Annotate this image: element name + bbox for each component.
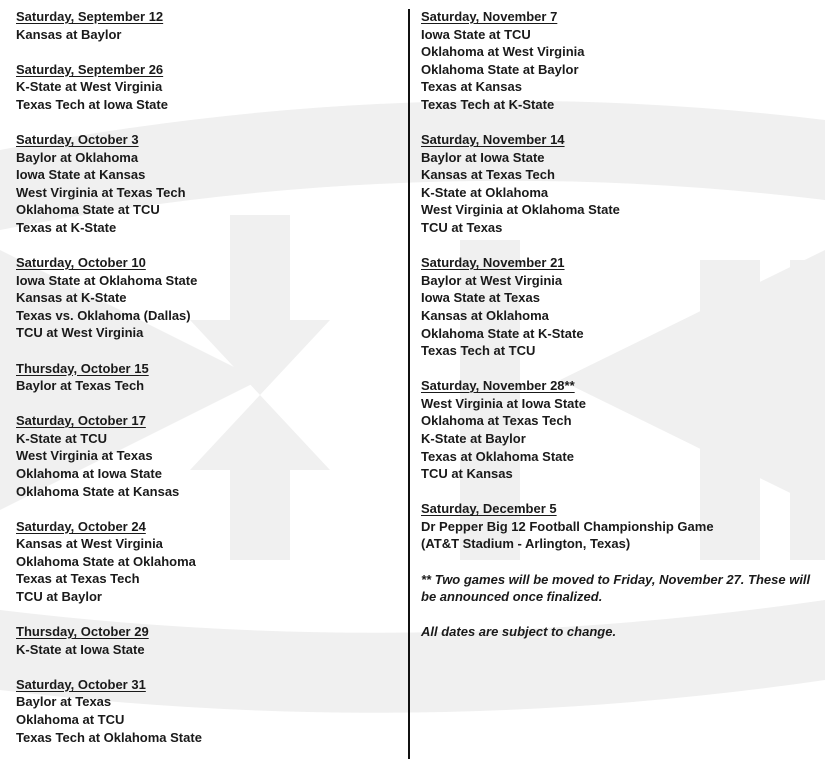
game-matchup: K-State at Baylor: [421, 430, 526, 446]
game-matchup: Texas at K-State: [16, 219, 117, 235]
game-matchup: Texas at Oklahoma State: [421, 448, 574, 464]
game-matchup: K-State at TCU: [16, 430, 108, 446]
game-matchup: Texas Tech at Oklahoma State: [16, 729, 202, 745]
game-matchup: Texas Tech at TCU: [421, 343, 536, 359]
schedule-day: [16, 412, 401, 500]
date-heading: Saturday, October 10: [16, 255, 146, 271]
game-matchup: Kansas at Oklahoma: [421, 307, 549, 323]
footnote: ** Two games will be moved to Friday, November 27. These will be announced once finalized.: [421, 571, 811, 605]
date-heading: Saturday, November 28**: [421, 378, 575, 394]
game-matchup: Iowa State at Texas: [421, 290, 540, 306]
game-matchup: K-State at Oklahoma: [421, 184, 549, 200]
date-heading: Saturday, September 26: [16, 61, 164, 77]
schedule-day: [16, 131, 401, 237]
game-matchup: Texas vs. Oklahoma (Dallas): [16, 307, 191, 323]
game-matchup: TCU at Kansas: [421, 466, 513, 482]
game-matchup: West Virginia at Texas Tech: [16, 184, 186, 200]
schedule-day: [16, 518, 401, 606]
game-matchup: TCU at Texas: [421, 220, 503, 236]
game-matchup: Oklahoma State at Oklahoma: [16, 553, 196, 569]
date-heading: Saturday, October 31: [16, 676, 146, 692]
game-matchup: Oklahoma State at TCU: [16, 202, 160, 218]
game-matchup: Baylor at Oklahoma: [16, 149, 139, 165]
date-heading: Saturday, November 21: [421, 255, 565, 271]
date-heading: Saturday, September 12: [16, 9, 164, 24]
right-schedule-days: [421, 8, 821, 553]
game-matchup: Baylor at Iowa State: [421, 149, 545, 165]
game-matchup: West Virginia at Iowa State: [421, 395, 586, 411]
date-heading: Thursday, October 29: [16, 624, 149, 640]
schedule-day: [16, 61, 401, 114]
game-matchup: Kansas at West Virginia: [16, 536, 163, 552]
date-heading: Saturday, November 7: [421, 9, 558, 24]
game-matchup: K-State at Iowa State: [16, 641, 145, 657]
date-heading: Thursday, October 15: [16, 360, 149, 376]
game-matchup: Oklahoma at Texas Tech: [421, 413, 572, 429]
game-matchup: Kansas at Texas Tech: [421, 167, 555, 183]
schedule-day: [421, 8, 821, 114]
disclaimer: All dates are subject to change.: [421, 624, 617, 640]
schedule-day: [421, 377, 821, 483]
game-matchup: Texas Tech at Iowa State: [16, 96, 168, 112]
date-heading: Saturday, November 14: [421, 132, 565, 148]
game-matchup: Texas at Texas Tech: [16, 571, 140, 587]
game-matchup: Texas at Kansas: [421, 79, 522, 95]
schedule-day: [16, 676, 401, 746]
game-matchup: West Virginia at Oklahoma State: [421, 202, 620, 218]
right-column: [421, 8, 821, 658]
game-matchup: Kansas at Baylor: [16, 26, 122, 42]
game-matchup: Dr Pepper Big 12 Football Championship Game: [421, 518, 714, 534]
game-matchup: Kansas at K-State: [16, 290, 127, 306]
column-divider: [408, 9, 410, 759]
date-heading: Saturday, December 5: [421, 501, 557, 517]
date-heading: Saturday, October 24: [16, 518, 146, 534]
schedule-day: [16, 623, 401, 658]
game-matchup: Iowa State at Oklahoma State: [16, 272, 198, 288]
schedule-day: [421, 131, 821, 237]
game-matchup: K-State at West Virginia: [16, 79, 163, 95]
game-matchup: Texas Tech at K-State: [421, 96, 555, 112]
schedule-day: [421, 500, 821, 553]
game-matchup: Baylor at Texas Tech: [16, 378, 145, 394]
game-matchup: Oklahoma State at Kansas: [16, 483, 180, 499]
game-matchup: TCU at West Virginia: [16, 325, 144, 341]
game-matchup: Oklahoma at West Virginia: [421, 44, 585, 60]
game-matchup: Oklahoma State at Baylor: [421, 61, 579, 77]
date-heading: Saturday, October 3: [16, 131, 139, 147]
game-matchup: West Virginia at Texas: [16, 448, 153, 464]
game-matchup: TCU at Baylor: [16, 589, 102, 605]
left-column: [16, 8, 401, 764]
schedule-day: [421, 254, 821, 360]
schedule-day: [16, 360, 401, 395]
game-matchup: Oklahoma at Iowa State: [16, 465, 162, 481]
schedule-day: [16, 254, 401, 342]
date-heading: Saturday, October 17: [16, 413, 146, 429]
game-matchup: Baylor at West Virginia: [421, 272, 563, 288]
game-matchup: Oklahoma at TCU: [16, 712, 125, 727]
game-matchup: Baylor at Texas: [16, 694, 112, 710]
schedule-day: [16, 8, 401, 43]
game-matchup: (AT&T Stadium - Arlington, Texas): [421, 536, 631, 552]
game-matchup: Iowa State at TCU: [421, 26, 531, 42]
game-matchup: Iowa State at Kansas: [16, 167, 146, 183]
game-matchup: Oklahoma State at K-State: [421, 325, 584, 341]
